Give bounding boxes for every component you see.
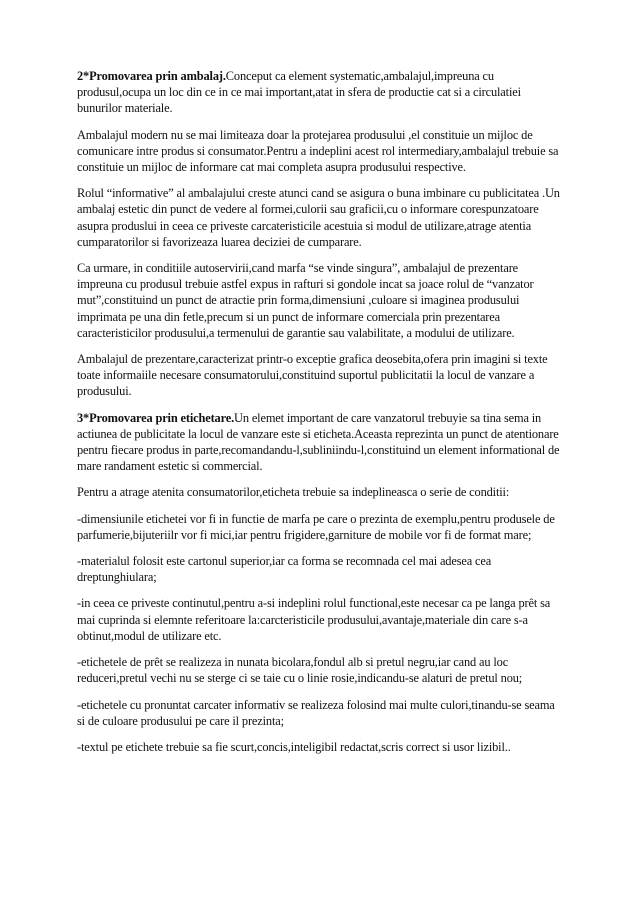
paragraph-text: Un elemet important de care vanzatorul trebuyie sa tina sema in actiunea de publicitate la locul de vanzare este si eticheta.Aceasta reprezinta un punct de atentionare pentru fiecare produs in parte,recomandandu-l,subliniindu-l,constituind un element informational de mare randament estetic si commercial. [77, 410, 560, 474]
paragraph-rol-informativ [77, 185, 565, 250]
paragraph-text: Ca urmare, in conditiile autoservirii,cand marfa “se vinde singura”, ambalajul de prezentare impreuna cu produsul trebuie astfel expus in rafturi si gondole incat sa joace rolul de “vanzator mut”,constituind un punct de atractie prin forma,dimensiuni ,culoare si imaginea produsului imprimata pe una din fetle,precum si un punct de informare comerciala prin prezentarea caracteristicilor produsului,a termenului de garantie sau valabilitate, a modului de utilizare. [77, 261, 534, 340]
paragraph-ambalaj-intro [77, 68, 565, 117]
list-item-dimensiuni [77, 511, 565, 543]
list-item-material [77, 553, 565, 585]
paragraph-text: -etichetele cu pronuntat carcater informativ se realizeza folosind mai multe culori,tinandu-se seama si de culoare produsului pe care il prezinta; [77, 697, 555, 728]
document-page [77, 68, 565, 765]
paragraph-text: -in ceea ce priveste continutul,pentru a-si indeplini rolul functional,este necesar ca pe langa prêt sa mai cuprinda si elemnte referitoare la:carcteristicile produsului,avantaje,materiale din care s-a obtinut,modul de utilizare etc. [77, 596, 551, 643]
paragraph-text: Conceput ca element systematic,ambalajul,impreuna cu produsul,ocupa un loc din ce in ce mai important,atat in sfera de productie cat si a circulatiei bunurilor materiale. [77, 69, 521, 116]
paragraph-etichetare-intro [77, 410, 565, 475]
paragraph-ambalaj-prezentare [77, 351, 565, 400]
paragraph-text: -textul pe etichete trebuie sa fie scurt,concis,inteligibil redactat,scris correct si usor lizibil.. [77, 739, 511, 754]
list-item-text-etichete [77, 739, 565, 755]
section-heading-ambalaj: 2*Promovarea prin ambalaj. [77, 69, 226, 83]
list-item-etichete-pret [77, 654, 565, 686]
section-heading-etichetare: 3*Promovarea prin etichetare. [77, 410, 235, 425]
paragraph-text: -dimensiunile etichetei vor fi in functie de marfa pe care o prezinta de exemplu,pentru produsele de parfumerie,bijuteriilr vor fi mici,iar pentru frigidere,garniture de mobile vor fi de format mare; [77, 511, 555, 542]
paragraph-text: -etichetele de prêt se realizeza in nunata bicolara,fondul alb si pretul negru,iar cand au loc reduceri,pretul vechi nu se sterge ci se taie cu o linie rosie,indicandu-se alaturi de pretul nou; [77, 655, 523, 686]
paragraph-text: -materialul folosit este cartonul superior,iar ca forma se recomnada cel mai adesea cea dreptunghiulara; [77, 554, 492, 585]
paragraph-conditii [77, 484, 565, 500]
list-item-continut [77, 595, 565, 644]
paragraph-text: Rolul “informative” al ambalajului creste atunci cand se asigura o buna imbinare cu publicitatea .Un ambalaj estetic din punct de vedere al formei,culorii sau graficii,cu o informare corespunzatoare asupra produslui in ceea ce priveste carcateristicile acestuia si modul de utilizare,atrage atentia cumparatorilor si favorizeaza luarea deciziei de cumparare. [77, 186, 560, 249]
paragraph-text: Ambalajul modern nu se mai limiteaza doar la protejarea produsului ,el constituie un mijloc de comunicare intre produs si consumator.Pentru a indeplini acest rol intermediary,ambalajul trebuie sa constituie un mijloc de informare cat mai completa asupra produsului respective. [77, 127, 559, 175]
paragraph-text: Pentru a atrage atenita consumatorilor,eticheta trebuie sa indeplineasca o serie de conditii: [77, 485, 510, 500]
paragraph-autoservire [77, 260, 565, 341]
list-item-etichete-culori [77, 697, 565, 729]
paragraph-ambalaj-modern [77, 127, 565, 176]
paragraph-text: Ambalajul de prezentare,caracterizat printr-o exceptie grafica deosebita,ofera prin imagini si texte toate informaiile necesare consumatorului,constituind suportul publicitatii la locul de vanzare a produsului. [77, 352, 548, 399]
